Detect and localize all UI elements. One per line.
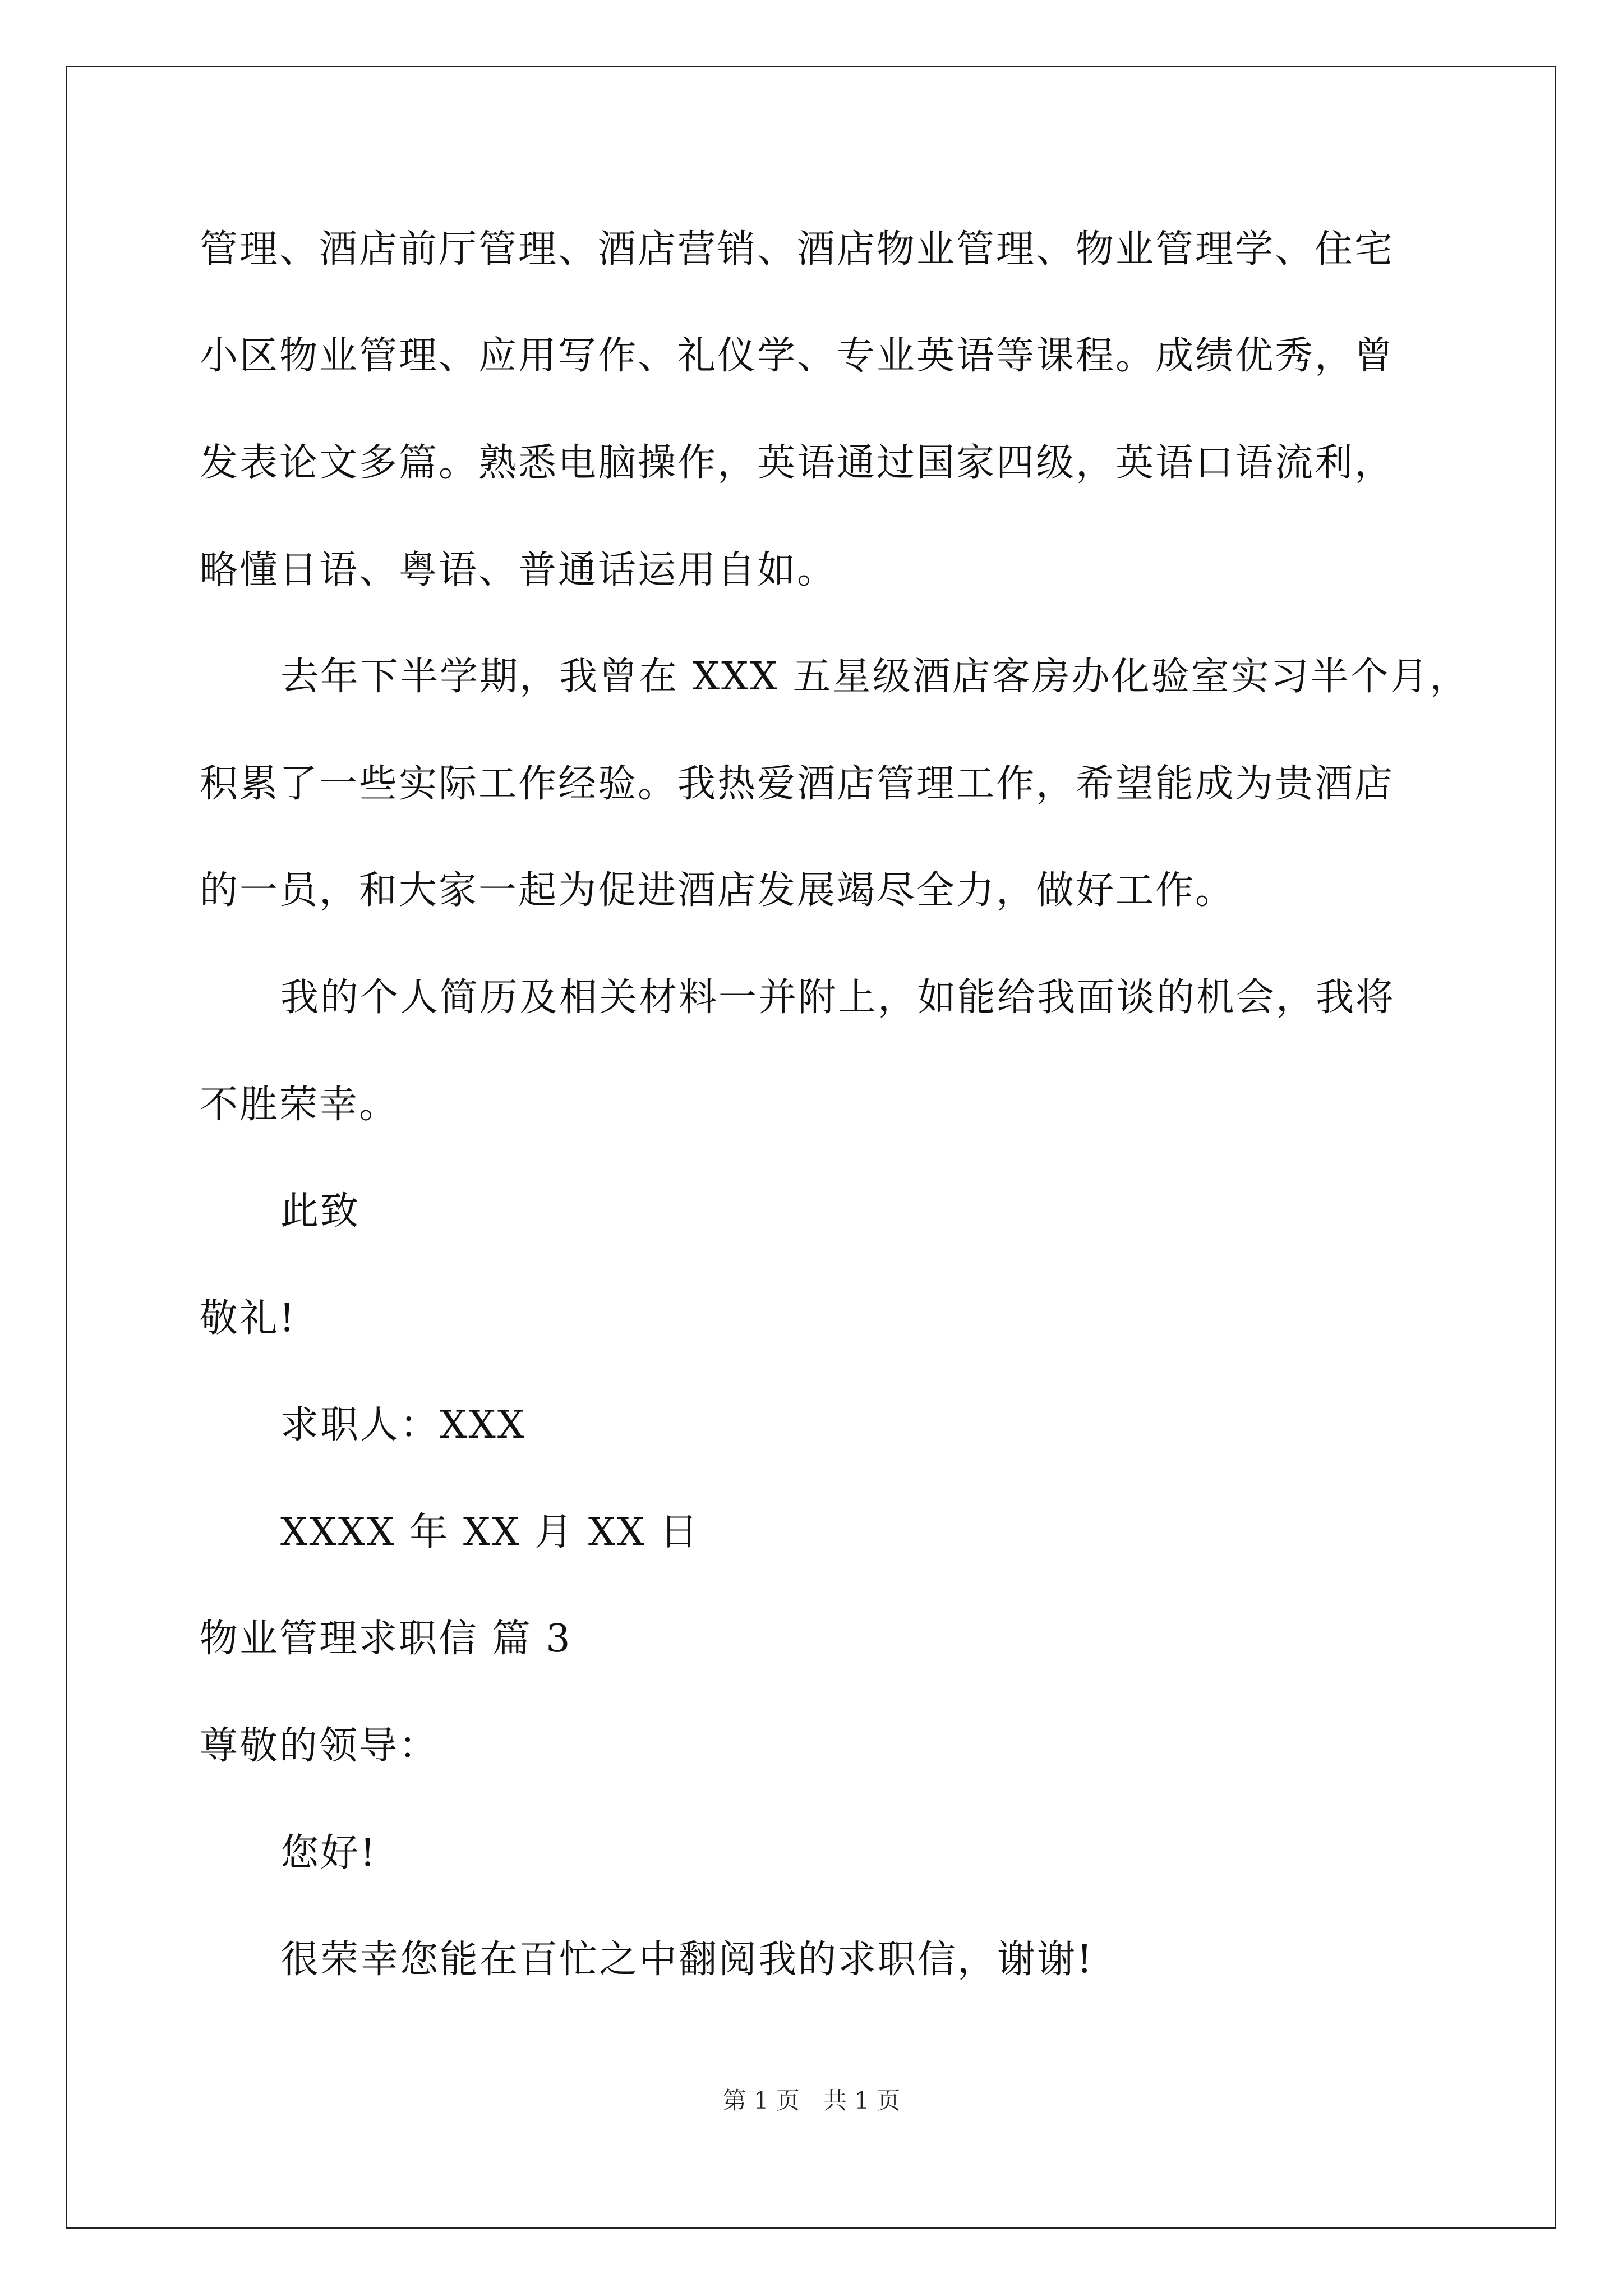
text-line: 发表论文多篇。熟悉电脑操作，英语通过国家四级，英语口语流利， — [200, 441, 1395, 485]
greeting: 您好! — [280, 1831, 377, 1875]
text-line: 我的个人简历及相关材料一并附上，如能给我面谈的机会，我将 — [280, 976, 1396, 1020]
closing-salutation: 此致 — [280, 1189, 361, 1234]
text-line: 积累了一些实际工作经验。我热爱酒店管理工作，希望能成为贵酒店 — [200, 762, 1395, 806]
text-line: 很荣幸您能在百忙之中翻阅我的求职信，谢谢! — [280, 1938, 1094, 1982]
text-line: 去年下半学期，我曾在 XXX 五星级酒店客房办化验室实习半个月， — [280, 655, 1470, 699]
page-number: 第 1 页 共 1 页 — [722, 2087, 901, 2114]
text-line: 小区物业管理、应用写作、礼仪学、专业英语等课程。成绩优秀，曾 — [200, 334, 1395, 378]
text-line: 略懂日语、粤语、普通话运用自如。 — [200, 548, 837, 592]
closing-regards: 敬礼! — [200, 1296, 297, 1341]
text-line: 不胜荣幸。 — [200, 1083, 399, 1127]
text-line: 的一员，和大家一起为促进酒店发展竭尽全力，做好工作。 — [200, 868, 1235, 913]
applicant-signature: 求职人：XXX — [280, 1403, 527, 1447]
page-border — [66, 66, 1556, 2229]
letter-date: XXXX 年 XX 月 XX 日 — [280, 1510, 700, 1554]
text-line: 管理、酒店前厅管理、酒店营销、酒店物业管理、物业管理学、住宅 — [200, 227, 1395, 272]
section-heading: 物业管理求职信 篇 3 — [200, 1617, 572, 1661]
greeting-recipient: 尊敬的领导： — [200, 1724, 439, 1768]
